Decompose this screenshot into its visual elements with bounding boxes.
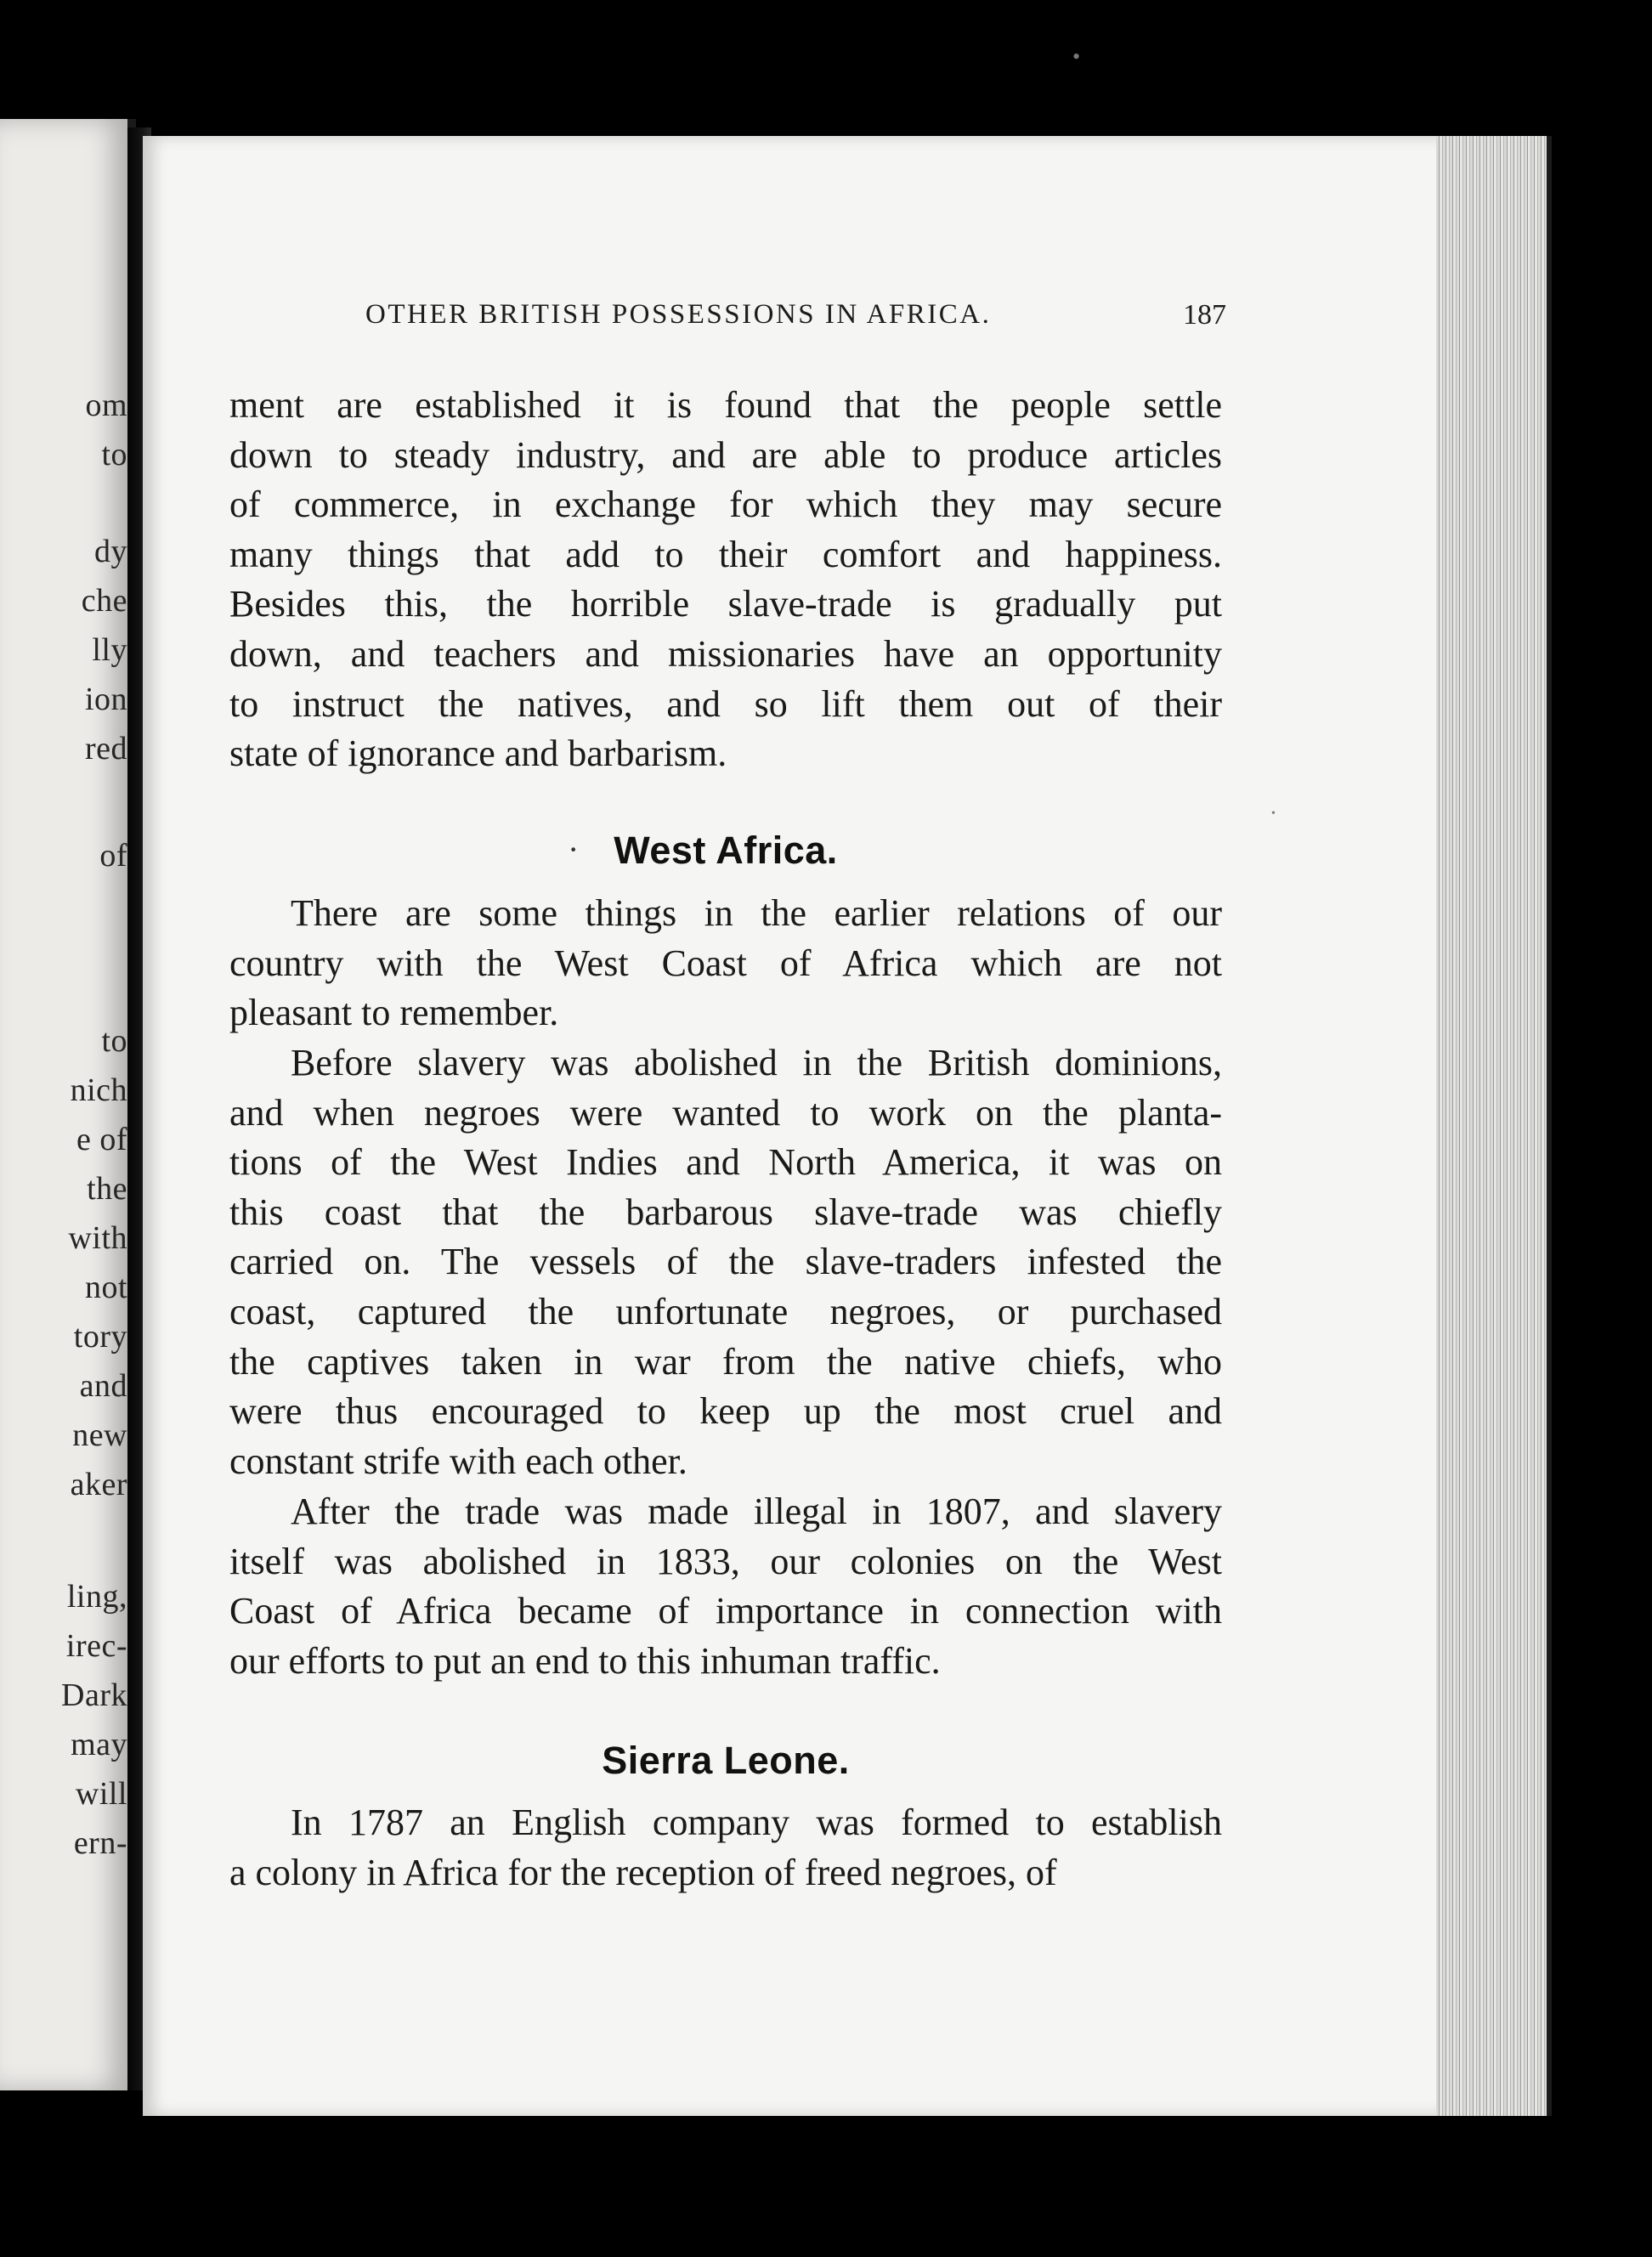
previous-page-fragment: new bbox=[72, 1417, 127, 1453]
text-line: to instruct the natives, and so lift them out of their bbox=[229, 682, 1222, 725]
previous-page-fragment: not bbox=[84, 1270, 127, 1305]
previous-page-fragment: aker bbox=[70, 1467, 127, 1502]
text-line: Before slavery was abolished in the British dominions, bbox=[291, 1042, 1222, 1083]
text-line: tions of the West Indies and North America, it was on bbox=[229, 1141, 1222, 1184]
running-header: OTHER BRITISH POSSESSIONS IN AFRICA. bbox=[365, 299, 992, 330]
text-line: down, and teachers and missionaries have an opportunity bbox=[229, 632, 1222, 675]
previous-page-fragment: will bbox=[75, 1776, 127, 1812]
section-heading-sierra-leone: Sierra Leone. bbox=[602, 1739, 850, 1782]
text-line: a colony in Africa for the reception of freed negroes, of bbox=[229, 1851, 1057, 1893]
text-line: carried on. The vessels of the slave-traders infested the bbox=[229, 1241, 1222, 1283]
text-line: coast, captured the unfortunate negroes, or purchased bbox=[229, 1290, 1222, 1332]
page-edges-stack bbox=[1436, 136, 1552, 2116]
previous-page-fragment: ion bbox=[84, 682, 127, 717]
paragraph-abolition bbox=[229, 1487, 1222, 1686]
text-line: of commerce, in exchange for which they may secure bbox=[229, 484, 1222, 526]
text-line: After the trade was made illegal in 1807, and slavery bbox=[291, 1491, 1222, 1532]
paragraph bbox=[229, 381, 1222, 779]
previous-page-fragment: and bbox=[79, 1368, 127, 1404]
previous-page-fragment: ern- bbox=[73, 1825, 127, 1861]
text-line: our efforts to put an end to this inhuman traffic. bbox=[229, 1639, 941, 1682]
text-line: constant strife with each other. bbox=[229, 1440, 687, 1482]
text-line: itself was abolished in 1833, our colonies on the West bbox=[229, 1540, 1222, 1582]
section-heading-west-africa: West Africa. bbox=[614, 829, 838, 872]
previous-page-fragment: of bbox=[99, 838, 127, 874]
paragraph bbox=[229, 1038, 1222, 1486]
text-line: were thus encouraged to keep up the most cruel and bbox=[229, 1390, 1222, 1433]
previous-page-fragment: the bbox=[87, 1171, 127, 1207]
page-number: 187 bbox=[1183, 299, 1226, 331]
previous-page-fragment: red bbox=[84, 731, 127, 766]
previous-page-fragment: om bbox=[85, 387, 127, 423]
text-line: state of ignorance and barbarism. bbox=[229, 733, 727, 775]
text-line: country with the West Coast of Africa which are not bbox=[229, 942, 1222, 984]
previous-page-fragment: Dark bbox=[61, 1677, 127, 1713]
text-line: ment are established it is found that the people settle bbox=[229, 384, 1222, 426]
previous-page-fragment: che bbox=[81, 583, 127, 619]
previous-page-fragment: may bbox=[71, 1727, 127, 1762]
previous-page-fragment: lly bbox=[92, 632, 127, 668]
paragraph-sierra-leone bbox=[229, 1798, 1222, 1898]
dust-speck: • bbox=[1271, 807, 1276, 820]
heading-marker: · bbox=[568, 830, 580, 868]
previous-page-fragment: dy bbox=[94, 534, 127, 569]
text-line: Besides this, the horrible slave-trade is gradually put bbox=[229, 583, 1222, 625]
previous-page-fragment: nich bbox=[70, 1072, 127, 1108]
dust-speck: • bbox=[1072, 44, 1081, 69]
text-line: There are some things in the earlier relations of our bbox=[291, 892, 1222, 934]
text-line: the captives taken in war from the native chiefs, who bbox=[229, 1340, 1222, 1383]
paragraph bbox=[229, 889, 1222, 1038]
text-line: In 1787 an English company was formed to establish bbox=[291, 1802, 1222, 1843]
paragraph bbox=[229, 1487, 1222, 1686]
previous-page-fragment: tory bbox=[73, 1319, 127, 1355]
text-line: many things that add to their comfort and happiness. bbox=[229, 533, 1222, 575]
paragraph-relations bbox=[229, 889, 1222, 1038]
text-line: down to steady industry, and are able to produce articles bbox=[229, 433, 1222, 476]
previous-page-fragment: irec- bbox=[65, 1628, 127, 1664]
previous-page-fragment: with bbox=[68, 1220, 127, 1256]
paragraph bbox=[229, 1798, 1222, 1898]
paragraph-slave-trade bbox=[229, 1038, 1222, 1486]
text-line: pleasant to remember. bbox=[229, 992, 559, 1034]
previous-page-fragment: to bbox=[101, 437, 127, 472]
text-line: this coast that the barbarous slave-trade was chiefly bbox=[229, 1191, 1222, 1233]
text-line: and when negroes were wanted to work on the planta- bbox=[229, 1091, 1222, 1134]
text-line: Coast of Africa became of importance in connection with bbox=[229, 1590, 1222, 1632]
previous-page-fragment: e of bbox=[76, 1122, 127, 1157]
previous-page-fragment: ling, bbox=[66, 1579, 127, 1615]
paragraph-continuation bbox=[229, 381, 1222, 779]
previous-page-fragment: to bbox=[101, 1023, 127, 1059]
